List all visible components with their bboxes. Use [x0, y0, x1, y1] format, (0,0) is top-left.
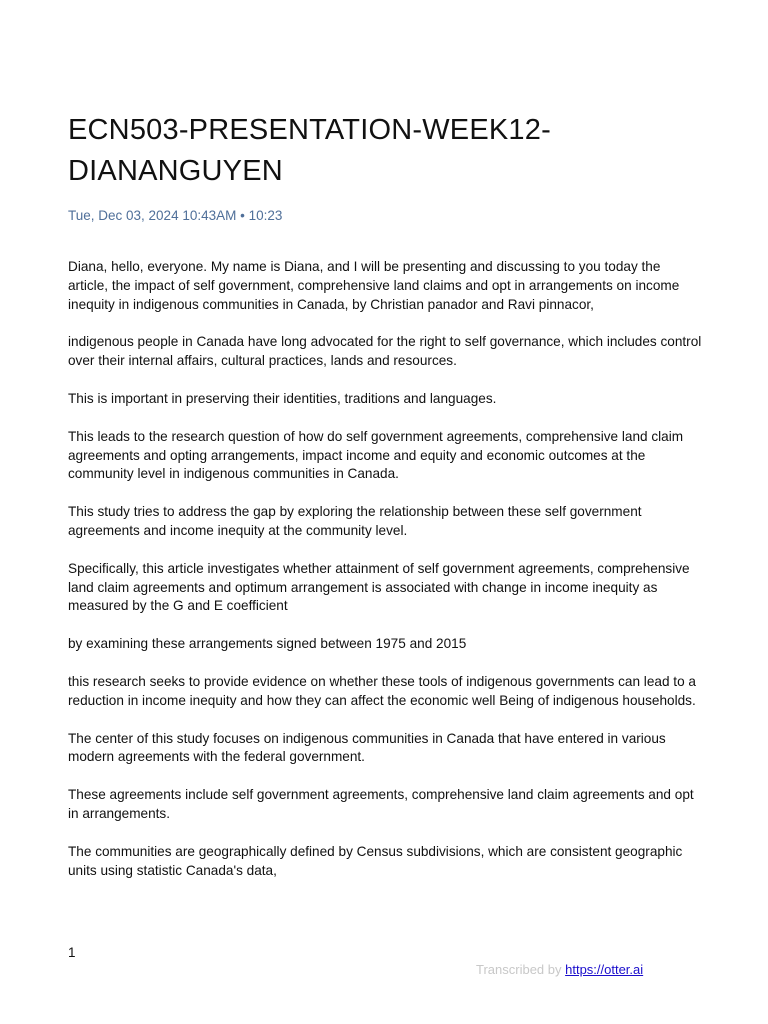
document-page	[68, 0, 702, 1024]
transcript-paragraph: by examining these arrangements signed between 1975 and 2015	[68, 636, 467, 652]
document-title: ECN503-PRESENTATION-WEEK12-DIANANGUYEN	[68, 114, 551, 187]
transcript-paragraph: The center of this study focuses on indigenous communities in Canada that have entered in various modern agreements with the federal government.	[68, 730, 666, 765]
transcript-paragraph: indigenous people in Canada have long advocated for the right to self governance, which includes control over their internal affairs, cultural practices, lands and resources.	[68, 334, 702, 369]
document-timestamp: Tue, Dec 03, 2024 10:43AM • 10:23	[68, 208, 283, 223]
transcript-body	[68, 258, 702, 899]
transcription-credit	[476, 961, 643, 979]
transcript-paragraph: Diana, hello, everyone. My name is Diana, and I will be presenting and discussing to you today the article, the impact of self government, comprehensive land claims and opt in arrangements on income inequity in indigenous communities in Canada, by Christian panador and Ravi pinnacor,	[68, 259, 680, 312]
transcript-paragraph: The communities are geographically defined by Census subdivisions, which are consistent geographic units using statistic Canada's data,	[68, 843, 683, 878]
transcript-paragraph: this research seeks to provide evidence on whether these tools of indigenous governments can lead to a reduction in income inequity and how they can affect the economic well Being of indigenous households.	[68, 673, 696, 708]
transcript-paragraph: This study tries to address the gap by exploring the relationship between these self government agreements and income inequity at the community level.	[68, 504, 642, 538]
transcript-paragraph: This is important in preserving their identities, traditions and languages.	[68, 390, 497, 406]
transcript-paragraph: These agreements include self government agreements, comprehensive land claim agreements and opt in arrangements.	[68, 787, 694, 821]
transcript-paragraph: Specifically, this article investigates whether attainment of self government agreements, comprehensive land claim agreements and optimum arrangement is associated with change in income inequity as measured by the G and E coefficient	[68, 560, 690, 614]
transcription-credit-label: Transcribed by	[476, 962, 566, 977]
page-number: 1	[68, 945, 76, 960]
otter-link[interactable]: https://otter.ai	[565, 962, 644, 977]
transcript-paragraph: This leads to the research question of how do self government agreements, comprehensive land claim agreements and opting arrangements, impact income and equity and economic outcomes at the community level in indigenous communities in Canada.	[68, 428, 684, 482]
